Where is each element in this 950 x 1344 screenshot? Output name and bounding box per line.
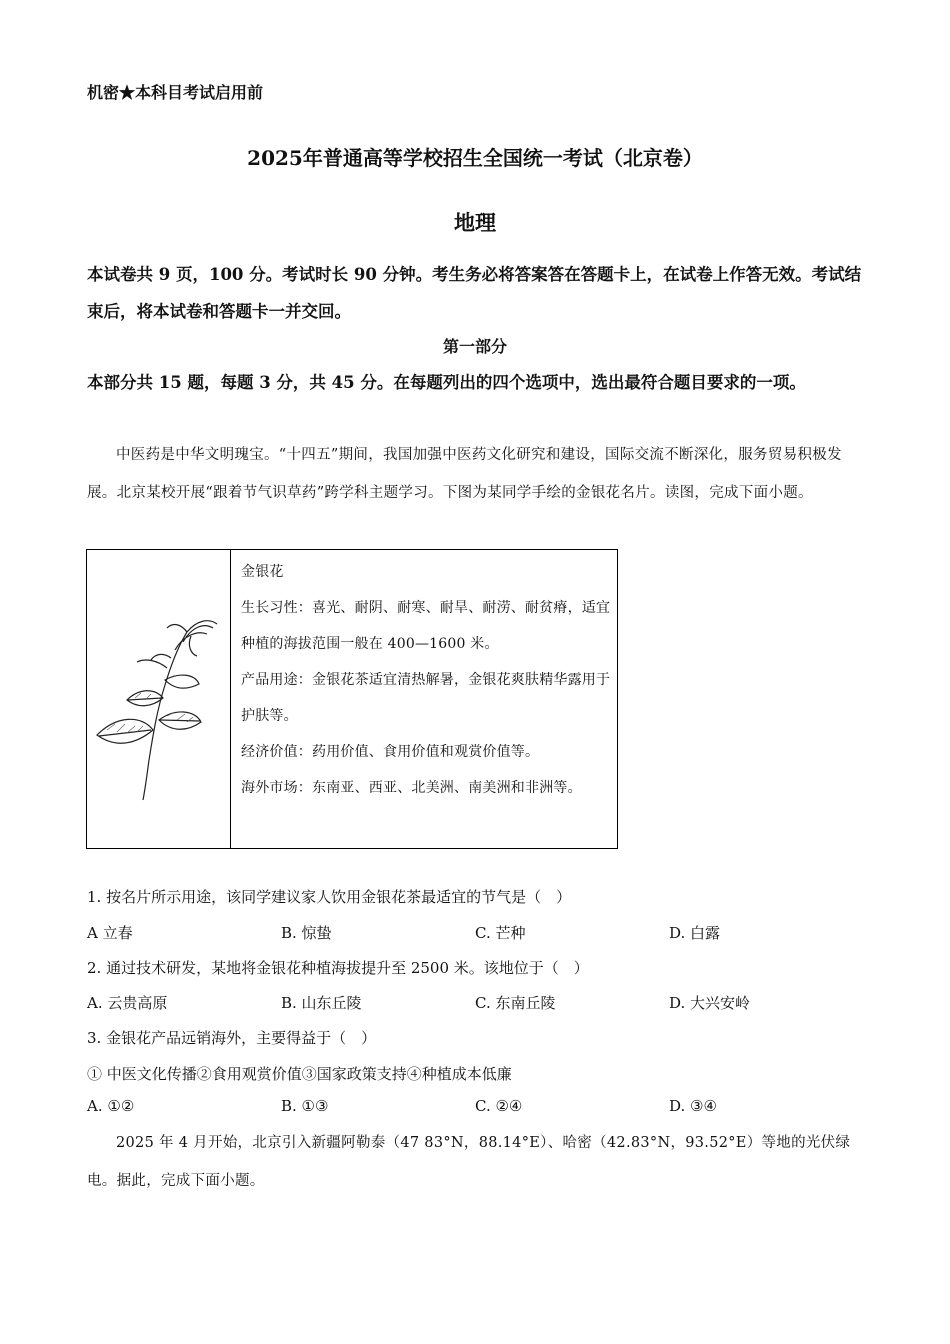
part-rule: 本部分共 15 题，每题 3 分，共 45 分。在每题列出的四个选项中，选出最符合题目要求的一项。 — [87, 373, 806, 392]
card-plant-name: 金银花 — [241, 564, 284, 580]
exam-instructions: 本试卷共 9 页，100 分。考试时长 90 分钟。考生务必将答案答在答题卡上，在试卷上作答无效。考试结束后，将本试卷和答题卡一并交回。 — [87, 265, 862, 321]
question-2-stem: 2. 通过技术研发，某地将金银花种植海拔提升至 2500 米。该地位于（ ） — [87, 959, 589, 977]
part-heading: 第一部分 — [442, 337, 507, 356]
question-1-stem: 1. 按名片所示用途，该同学建议家人饮用金银花茶最适宜的节气是（ ） — [87, 888, 572, 906]
exam-title: 2025年普通高等学校招生全国统一考试（北京卷） — [247, 146, 703, 170]
passage-1: 中医药是中华文明瑰宝。“十四五”期间，我国加强中医药文化研究和建设，国际交流不断深化，服务贸易积极发展。北京某校开展“跟着节气识草药”跨学科主题学习。下图为某同学手绘的金银花名片。读图，完成下面小题。 — [87, 447, 842, 501]
honeysuckle-illustration — [87, 550, 231, 848]
question-3-option-c: C. ②④ — [475, 1097, 523, 1115]
question-1-option-b: B. 惊蛰 — [281, 924, 332, 942]
question-3-stem: 3. 金银花产品远销海外，主要得益于（ ） — [87, 1029, 377, 1047]
confidential-notice: 机密★本科目考试启用前 — [87, 83, 264, 102]
question-1-option-d: D. 白露 — [669, 924, 721, 942]
passage-2: 2025 年 4 月开始，北京引入新疆阿勒泰（47 83°N，88.14°E）、哈密（42.83°N，93.52°E）等地的光伏绿电。据此，完成下面小题。 — [87, 1135, 851, 1189]
question-3-option-a: A. ①② — [87, 1097, 135, 1115]
question-2-option-b: B. 山东丘陵 — [281, 994, 362, 1012]
subject-title: 地理 — [454, 210, 496, 235]
card-growth-habit: 生长习性：喜光、耐阴、耐寒、耐旱、耐涝、耐贫瘠，适宜种植的海拔范围一般在 400—1600 米。 — [241, 600, 611, 652]
honeysuckle-drawing-icon — [87, 550, 229, 847]
question-1-option-c: C. 芒种 — [475, 924, 526, 942]
card-content — [241, 554, 611, 806]
question-1-option-a: A 立春 — [87, 924, 133, 942]
question-3-option-b: B. ①③ — [281, 1097, 329, 1115]
honeysuckle-card — [86, 549, 618, 849]
question-2-option-a: A. 云贵高原 — [87, 994, 168, 1012]
card-overseas-market: 海外市场：东南亚、西亚、北美洲、南美洲和非洲等。 — [241, 780, 582, 796]
card-economic-value: 经济价值：药用价值、食用价值和观赏价值等。 — [241, 744, 540, 760]
question-3-option-d: D. ③④ — [669, 1097, 717, 1115]
card-product-usage: 产品用途：金银花茶适宜清热解暑，金银花爽肤精华露用于护肤等。 — [241, 672, 611, 724]
question-3-statement: ① 中医文化传播②食用观赏价值③国家政策支持④种植成本低廉 — [87, 1065, 512, 1083]
question-2-option-d: D. 大兴安岭 — [669, 994, 751, 1012]
question-2-option-c: C. 东南丘陵 — [475, 994, 556, 1012]
